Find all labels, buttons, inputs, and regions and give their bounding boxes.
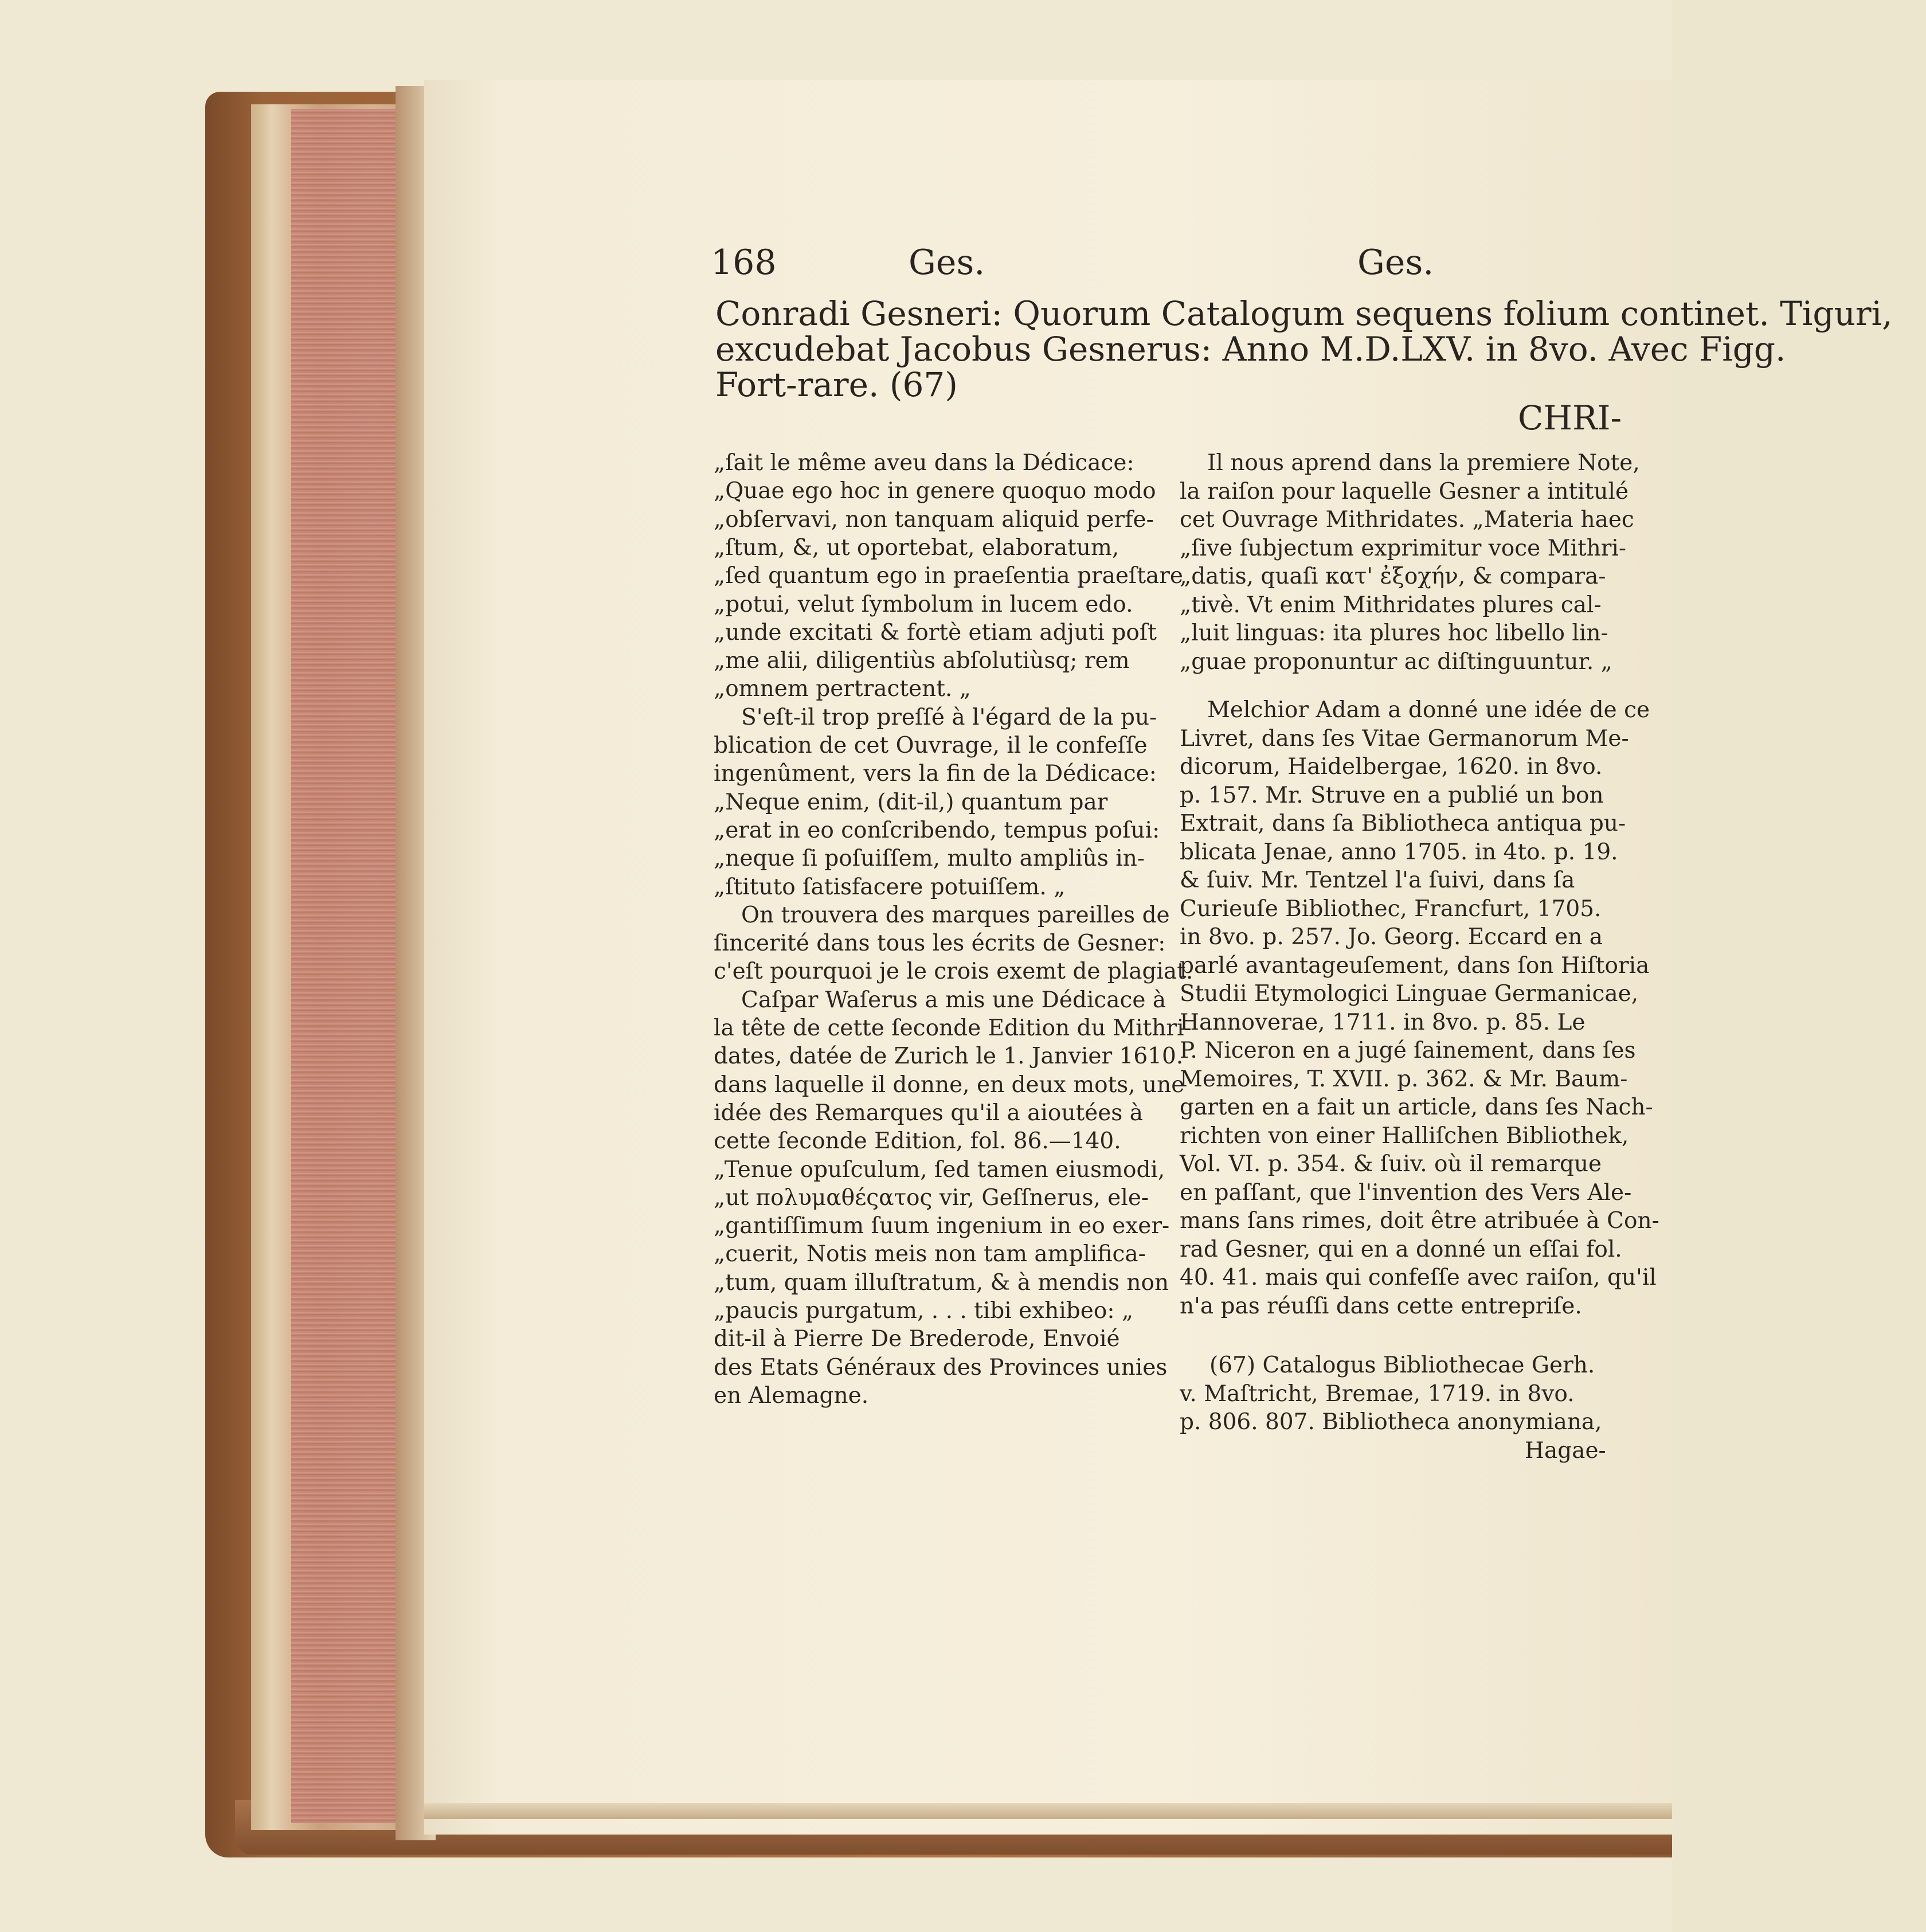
left-column-line: Caſpar Waſerus a mis une Dédicace à (741, 987, 1166, 1013)
right-column-line: la raiſon pour laquelle Gesner a intitulé (1180, 478, 1629, 504)
right-column-line: Extrait, dans ſa Bibliotheca antiqua pu- (1180, 811, 1626, 836)
right-column-line: Melchior Adam a donné une idée de ce (1207, 697, 1650, 723)
footnote-line: v. Maſtricht, Bremae, 1719. in 8vo. (1180, 1380, 1575, 1407)
left-column-line: dit-il à Pierre De Brederode, Envoié (714, 1326, 1120, 1352)
left-column-line: dans laquelle il donne, en deux mots, une (714, 1071, 1185, 1098)
right-column-line: „ſive ſubjectum exprimitur voce Mithri- (1180, 535, 1627, 561)
left-column-line: „potui, velut ſymbolum in lucem edo. (714, 591, 1133, 617)
right-column-line: blicata Jenae, anno 1705. in 4to. p. 19. (1180, 839, 1618, 865)
footnote-line: p. 806. 807. Bibliotheca anonymiana, (1180, 1409, 1602, 1435)
left-column-line: „gantiſſimum ſuum ingenium in eo exer- (714, 1213, 1170, 1239)
right-column-line: mans ſans rimes, doit être atribuée à Con- (1180, 1208, 1659, 1234)
right-column-line: „datis, quaſi κατ' ἐξοχήν, & compara- (1180, 564, 1606, 589)
right-column-line: n'a pas réuſſi dans cette entrepriſe. (1180, 1293, 1582, 1319)
left-column-line: „unde excitati & fortè etiam adjuti poſt (714, 619, 1157, 646)
right-column-line: Memoires, T. XVII. p. 362. & Mr. Baum- (1180, 1066, 1628, 1092)
right-column-line: „luit linguas: ita plures hoc libello lin- (1180, 620, 1608, 646)
right-column-line: 40. 41. mais qui confeſſe avec raiſon, qu'il (1180, 1265, 1657, 1290)
left-column-line: la tête de cette ſeconde Edition du Mithri- (714, 1015, 1192, 1041)
title-line-2: excudebat Jacobus Gesnerus: Anno M.D.LXV. in 8vo. Avec Figg. (715, 330, 1786, 369)
page-bottom-edge (424, 1803, 1672, 1819)
left-column-line: „ut πολυμαθέςατος vir, Geſſnerus, ele- (714, 1184, 1149, 1211)
left-column-line: On trouvera des marques pareilles de (741, 902, 1170, 928)
right-column-line: parlé avantageuſement, dans ſon Hiſtoria (1180, 952, 1650, 979)
left-column-line: „Tenue opuſculum, ſed tamen eiusmodi, (714, 1156, 1165, 1183)
right-column-line: en paſſant, que l'invention des Vers Ale- (1180, 1179, 1632, 1206)
right-column-line: garten en a fait un article, dans ſes Nach- (1180, 1094, 1653, 1120)
red-sprinkled-page-edge (291, 109, 409, 1823)
right-column-line: cet Ouvrage Mithridates. „Materia haec (1180, 507, 1634, 533)
left-column-line: „Quae ego hoc in genere quoquo modo (714, 478, 1156, 504)
title-line-1: Conradi Gesneri: Quorum Catalogum sequens folium continet. Tiguri, (715, 294, 1893, 333)
right-column-line: in 8vo. p. 257. Jo. Georg. Eccard en a (1180, 924, 1603, 950)
left-column-line: „ſtituto ſatisfacere potuiſſem. „ (714, 874, 1066, 900)
right-column-line: Il nous aprend dans la premiere Note, (1207, 450, 1640, 476)
left-column-line: „ſait le même aveu dans la Dédicace: (714, 450, 1134, 476)
right-column-line: rad Gesner, qui en a donné un eſſai fol. (1180, 1236, 1622, 1262)
right-column-line: richten von einer Halliſchen Bibliothek, (1180, 1123, 1629, 1149)
left-column-line: blication de cet Ouvrage, il le confeſſe (714, 733, 1148, 758)
right-column-line: „guae proponuntur ac diſtinguuntur. „ (1180, 648, 1612, 675)
page-number: 168 (711, 243, 777, 283)
left-column-line: ſincerité dans tous les écrits de Gesner: (714, 930, 1166, 957)
right-column-line: p. 157. Mr. Struve en a publié un bon (1180, 782, 1604, 808)
left-column-line: „neque ſi poſuiſſem, multo ampliûs in- (714, 846, 1145, 872)
left-column-line: c'eſt pourquoi je le crois exemt de plagiat. (714, 959, 1193, 985)
footnote-line: (67) Catalogus Bibliothecae Gerh. (1209, 1352, 1595, 1378)
right-column-line: dicorum, Haidelbergae, 1620. in 8vo. (1180, 754, 1603, 780)
left-column-line: ingenûment, vers la fin de la Dédicace: (714, 761, 1157, 787)
left-column-line: „paucis purgatum, . . . tibi exhibeo: „ (714, 1298, 1134, 1324)
right-column-line: & ſuiv. Mr. Tentzel l'a ſuivi, dans ſa (1180, 867, 1575, 893)
left-column-line: „Neque enim, (dit-il,) quantum par (714, 789, 1108, 815)
left-column-line: „cuerit, Notis meis non tam amplifica- (714, 1241, 1146, 1268)
left-column-line: idée des Remarques qu'il a aioutées à (714, 1100, 1143, 1126)
left-column-line: „omnem pertractent. „ (714, 676, 971, 702)
left-column-line: „ſtum, &, ut oportebat, elaboratum, (714, 534, 1119, 561)
title-line-3: Fort-rare. (67) (715, 365, 958, 404)
right-column-line: Livret, dans ſes Vitae Germanorum Me- (1180, 725, 1629, 752)
right-column-line: „tivè. Vt enim Mithridates plures cal- (1180, 592, 1602, 618)
left-column-line: en Alemagne. (714, 1382, 869, 1409)
left-column-line: S'eſt-il trop preſſé à l'égard de la pu- (741, 704, 1157, 730)
left-column-line: „ſed quantum ego in praeſentia praeſtare (714, 563, 1183, 589)
right-column-line: Hannoverae, 1711. in 8vo. p. 85. Le (1180, 1009, 1586, 1035)
left-column-line: „erat in eo conſcribendo, tempus poſui: (714, 817, 1160, 843)
left-column-line: „tum, quam illuſtratum, & à mendis non (714, 1269, 1169, 1296)
right-column-line: Vol. VI. p. 354. & ſuiv. où il remarque (1180, 1151, 1602, 1177)
right-column-line: Curieuſe Bibliothec, Francfurt, 1705. (1180, 895, 1602, 922)
left-column-line: „obſervavi, non tanquam aliquid perfe- (714, 506, 1154, 533)
left-column-line: „me alii, diligentiùs abſolutiùsq; rem (714, 648, 1130, 674)
left-column-line: cette ſeconde Edition, fol. 86.—140. (714, 1128, 1121, 1155)
catchword-top: CHRI- (1518, 398, 1622, 437)
left-column-line: des Etats Généraux des Provinces unies (714, 1354, 1168, 1380)
running-head-left: Ges. (909, 243, 985, 283)
left-column-line: dates, datée de Zurich le 1. Janvier 1610. (714, 1043, 1184, 1070)
right-column-line: P. Niceron en a jugé ſainement, dans ſes (1180, 1038, 1636, 1063)
right-column-line: Studii Etymologici Linguae Germanicae, (1180, 981, 1639, 1007)
footnote-line: Hagae- (1525, 1437, 1606, 1464)
running-head-right: Ges. (1357, 243, 1434, 283)
